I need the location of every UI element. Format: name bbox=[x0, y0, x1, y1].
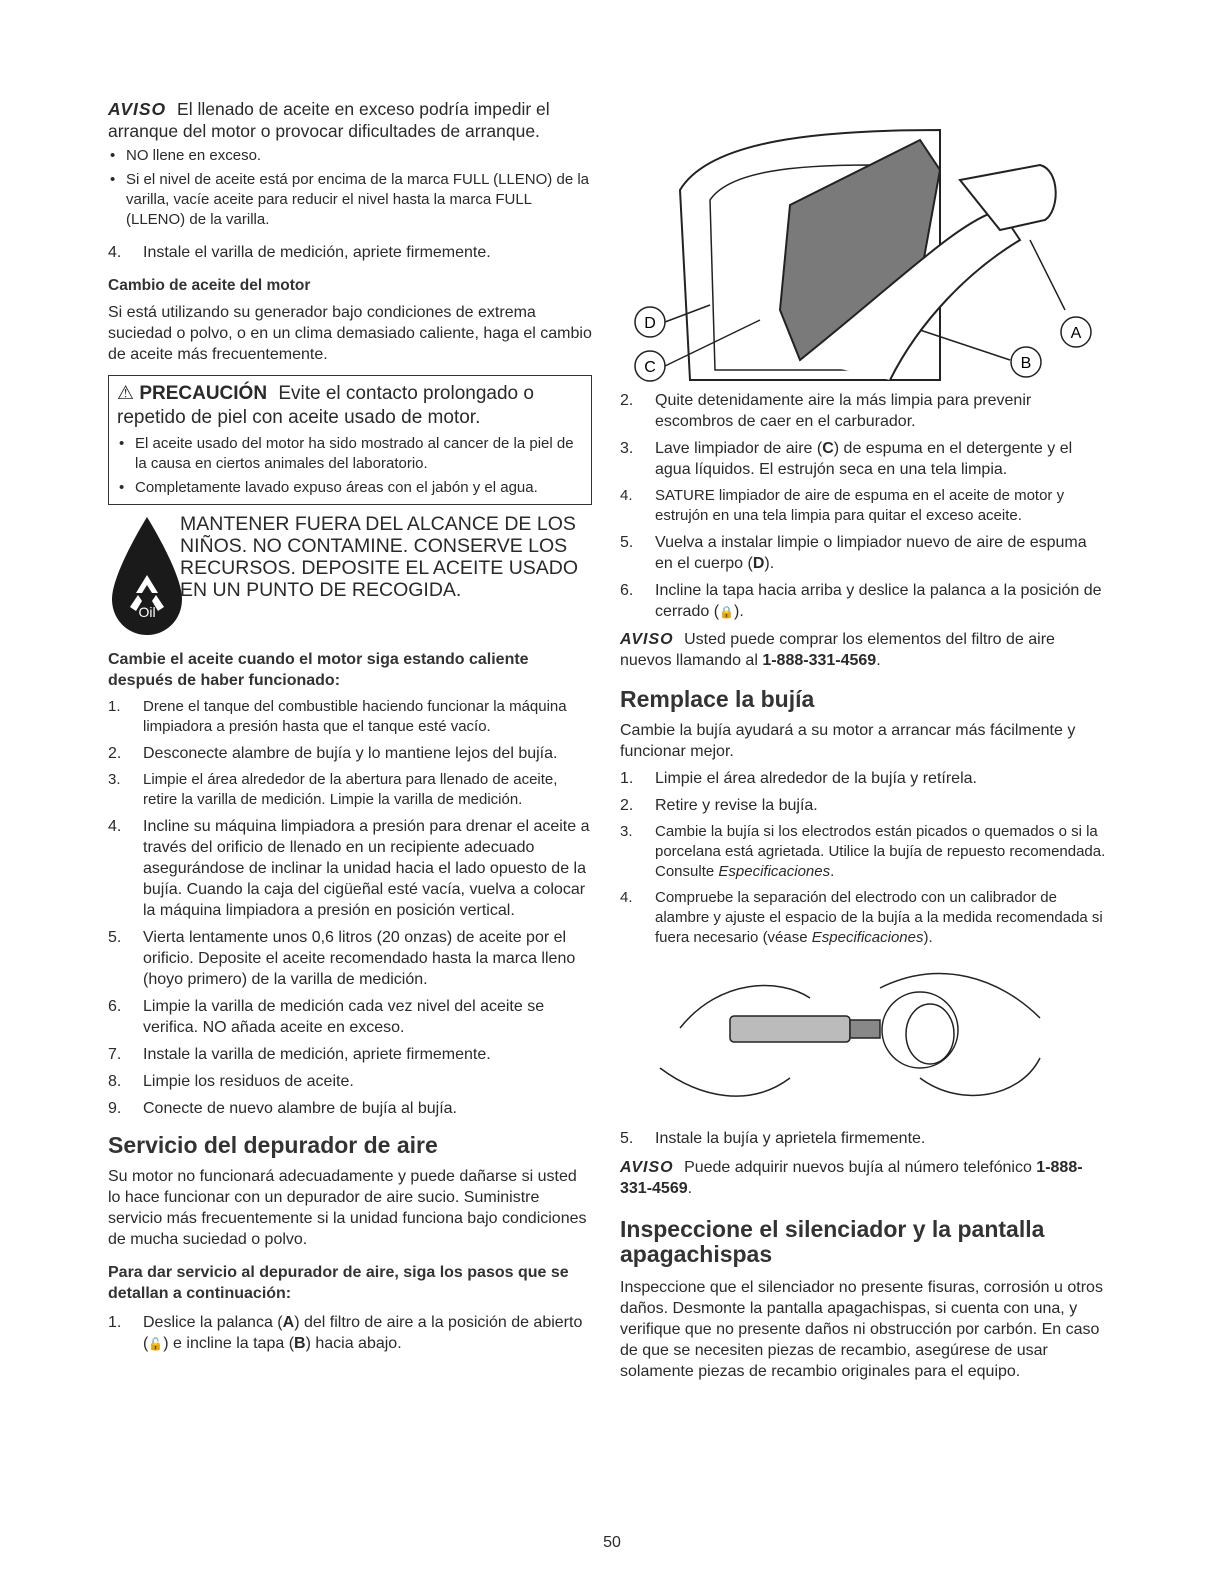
aviso-filter-purchase bbox=[620, 629, 1106, 671]
aviso-label: AVISO bbox=[620, 631, 674, 648]
step-number: 4. bbox=[620, 889, 633, 906]
hot-oil-heading: Cambie el aceite cuando el motor siga estando caliente después de haber funcionado: bbox=[108, 651, 529, 689]
step-item bbox=[620, 1128, 1106, 1149]
aviso-plug-purchase bbox=[620, 1157, 1106, 1199]
aviso-text: . bbox=[687, 1180, 693, 1197]
aviso-text: Usted puede comprar los elementos del filtro de aire nuevos llamando al bbox=[620, 631, 1055, 669]
spark-plug-intro: Cambie la bujía ayudará a su motor a arrancar más fácilmente y funcionar mejor. bbox=[620, 722, 1076, 760]
step-number: 1. bbox=[620, 770, 634, 787]
step-text: Limpie el área alrededor de la bujía y retírela. bbox=[655, 770, 977, 787]
step-item bbox=[108, 770, 592, 810]
step-text: ) e incline la tapa ( bbox=[163, 1335, 295, 1352]
step-item bbox=[620, 580, 1106, 623]
spec-ref: Especificaciones bbox=[718, 863, 831, 880]
step-item bbox=[108, 697, 592, 737]
step-text: Compruebe la separación del electrodo con un calibrador de alambre y ajuste el espacio de la bujía a la medida recomendada si fuera necesario (véase bbox=[655, 889, 1103, 946]
step-text: ) del filtro de aire a la posición de abierto ( bbox=[143, 1314, 583, 1352]
step-text: Incline su máquina limpiadora a presión para drenar el aceite a través del orificio de llenado en un recipiente adecuado asegurándose de inclinar la unidad hacia el lado opuesto de la bujía. Cuando la caja del cigüeñal esté vacía, vuelva a colocar la máquina limpiadora a presión en posición vertical. bbox=[143, 818, 590, 919]
spark-plug-body bbox=[730, 1016, 850, 1042]
step-text: Vuelva a instalar limpie o limpiador nuevo de aire de espuma en el cuerpo ( bbox=[655, 534, 1087, 572]
step-item bbox=[108, 816, 592, 921]
air-cleaner-intro: Su motor no funcionará adecuadamente y puede dañarse si usted lo hace funcionar con un depurador de aire sucio. Suministre servicio más frecuentemente si la unidad funciona bajo condiciones de mucha suciedad o polvo. bbox=[108, 1168, 587, 1248]
step-item bbox=[620, 532, 1106, 574]
callout-label: B bbox=[1020, 355, 1032, 372]
step-number: 5. bbox=[620, 534, 634, 551]
step-number: 4. bbox=[620, 487, 633, 504]
caution-box bbox=[108, 375, 592, 505]
aviso-label: AVISO bbox=[108, 99, 167, 119]
step-number: 8. bbox=[108, 1073, 122, 1090]
part-ref: B bbox=[294, 1335, 306, 1352]
spark-plug-illustration bbox=[620, 958, 1106, 1118]
callout-label: A bbox=[1070, 325, 1082, 342]
step-text: Limpie el área alrededor de la abertura para llenado de aceite, retire la varilla de medición. Limpie la varilla de medición. bbox=[143, 771, 558, 808]
step-text: ) hacia abajo. bbox=[305, 1335, 402, 1352]
step-item bbox=[620, 888, 1106, 948]
part-ref: C bbox=[822, 440, 834, 457]
step-item bbox=[108, 743, 592, 764]
recycle-notice bbox=[108, 511, 592, 641]
step-text: Drene el tanque del combustible haciendo funcionar la máquina limpiadora a presión hasta que el tanque esté vacío. bbox=[143, 698, 567, 735]
recycle-line: RECURSOS. DEPOSITE EL ACEITE USADO bbox=[180, 557, 579, 579]
aviso-text: El llenado de aceite en exceso podría impedir el arranque del motor o provocar dificultades de arranque. bbox=[108, 99, 550, 141]
step-item bbox=[108, 1071, 592, 1092]
callout-label: C bbox=[644, 359, 656, 376]
oil-change-intro: Si está utilizando su generador bajo condiciones de extrema suciedad o polvo, o en un clima demasiado caliente, haga el cambio de aceite más frecuentemente. bbox=[108, 304, 592, 363]
step-number: 4. bbox=[108, 244, 122, 261]
step-text: Vierta lentamente unos 0,6 litros (20 onzas) de aceite por el orificio. Deposite el aceite recomendado hasta la marca lleno (hoyo primero) de la varilla de medición. bbox=[143, 929, 576, 988]
step-text: Instale la varilla de medición, apriete firmemente. bbox=[143, 1046, 491, 1063]
step-text: ). bbox=[733, 603, 744, 620]
spark-plug-steps bbox=[620, 768, 1106, 948]
step-number: 1. bbox=[108, 1314, 122, 1331]
step-item bbox=[108, 927, 592, 990]
oil-label: Oil bbox=[138, 604, 156, 620]
part-ref: A bbox=[282, 1314, 295, 1331]
step-number: 5. bbox=[620, 1130, 634, 1147]
lock-icon: 🔒 bbox=[719, 605, 734, 619]
step-number: 3. bbox=[620, 440, 634, 457]
step-number: 7. bbox=[108, 1046, 122, 1063]
step-text: Lave limpiador de aire ( bbox=[655, 440, 823, 457]
step-item bbox=[620, 486, 1106, 526]
oil-drop-recycle-icon bbox=[108, 515, 186, 639]
step-text: Retire y revise la bujía. bbox=[655, 797, 818, 814]
step-text: ). bbox=[764, 555, 775, 572]
step-text: Limpie la varilla de medición cada vez nivel del aceite se verifica. NO añada aceite en exceso. bbox=[143, 998, 545, 1036]
step-item bbox=[108, 242, 592, 263]
phone-number: 1-888-331-4569 bbox=[620, 1159, 1083, 1197]
recycle-text bbox=[180, 513, 578, 601]
step-item bbox=[108, 996, 592, 1038]
air-cleaner-subheading: Para dar servicio al depurador de aire, siga los pasos que se detallan a continuación: bbox=[108, 1264, 569, 1302]
spec-ref: Especificaciones bbox=[811, 929, 924, 946]
step-text: Limpie los residuos de aceite. bbox=[143, 1073, 354, 1090]
spark-plug-heading: Remplace la bujía bbox=[620, 686, 815, 712]
air-filter-illustration bbox=[620, 110, 1106, 390]
muffler-heading: Inspeccione el silenciador y la pantalla apagachispas bbox=[620, 1216, 1045, 1267]
air-cleaner-heading: Servicio del depurador de aire bbox=[108, 1132, 438, 1158]
step-text: Incline la tapa hacia arriba y deslice la palanca a la posición de cerrado ( bbox=[655, 582, 1102, 620]
step-number: 4. bbox=[108, 818, 122, 835]
recycle-line: NIÑOS. NO CONTAMINE. CONSERVE LOS bbox=[180, 535, 568, 557]
step-number: 5. bbox=[108, 929, 122, 946]
caution-text: Evite el contacto prolongado o repetido de piel con aceite usado de motor. bbox=[117, 383, 534, 428]
step-text: Instale el varilla de medición, apriete firmemente. bbox=[143, 244, 491, 261]
step-item bbox=[620, 795, 1106, 816]
caution-bullet: • Completamente lavado expuso áreas con el jabón y el agua. bbox=[117, 478, 583, 498]
step-text: SATURE limpiador de aire de espuma en el aceite de motor y estrujón en una tela limpia para quitar el exceso aceite. bbox=[655, 487, 1065, 524]
oil-change-steps bbox=[108, 697, 592, 1119]
caution-bullet: • El aceite usado del motor ha sido mostrado al cancer de la piel de la causa en ciertos animales del laboratorio. bbox=[117, 434, 583, 474]
left-column bbox=[108, 98, 592, 1355]
right-column bbox=[620, 98, 1106, 1382]
step-number: 9. bbox=[108, 1100, 122, 1117]
step-number: 3. bbox=[108, 771, 121, 788]
aviso-text: . bbox=[876, 652, 881, 669]
oil-change-heading: Cambio de aceite del motor bbox=[108, 277, 311, 294]
part-ref: D bbox=[752, 555, 765, 572]
aviso-label: AVISO bbox=[620, 1159, 674, 1176]
step-text: Quite detenidamente aire la más limpia para prevenir escombros de caer en el carburador. bbox=[655, 392, 1032, 430]
step-item bbox=[620, 822, 1106, 882]
step-text: ). bbox=[923, 929, 933, 946]
step-item bbox=[620, 438, 1106, 480]
callout-label: D bbox=[644, 315, 656, 332]
step-text: Deslice la palanca ( bbox=[143, 1314, 283, 1331]
phone-number: 1-888-331-4569 bbox=[762, 652, 877, 669]
caution-header bbox=[117, 382, 583, 430]
muffler-text: Inspeccione que el silenciador no presente fisuras, corrosión u otros daños. Desmonte la pantalla apagachispas, si cuenta con una, y verifique que no presente daños ni obstrucción por carbón. En caso de que se necesiten piezas de recambio, asegúrese de usar solamente piezas de recambio originales para el equipo. bbox=[620, 1279, 1103, 1380]
step-number: 3. bbox=[620, 823, 633, 840]
step-item bbox=[108, 1044, 592, 1065]
step-item bbox=[108, 1312, 592, 1355]
warning-triangle-icon: ⚠ bbox=[117, 383, 135, 404]
air-cleaner-steps bbox=[620, 390, 1106, 623]
recycle-line: MANTENER FUERA DEL ALCANCE DE LOS bbox=[180, 513, 576, 535]
caution-label: PRECAUCIÓN bbox=[139, 383, 268, 404]
aviso-text: Puede adquirir nuevos bujía al número telefónico bbox=[684, 1159, 1032, 1176]
step-number: 2. bbox=[620, 797, 634, 814]
step-number: 1. bbox=[108, 698, 121, 715]
recycle-line: EN UN PUNTO DE RECOGIDA. bbox=[180, 579, 462, 601]
step-item bbox=[108, 1098, 592, 1119]
page-number: 50 bbox=[603, 1534, 621, 1551]
aviso-bullet: • Si el nivel de aceite está por encima de la marca FULL (LLENO) de la varilla, vacíe aceite para reducir el nivel hasta la marca FULL (LLENO) de la varilla. bbox=[108, 170, 592, 230]
step-number: 6. bbox=[108, 998, 122, 1015]
aviso-bullet: • NO llene en exceso. bbox=[108, 146, 592, 166]
step-text: ) de espuma en el detergente y el agua líquidos. El estrujón seca en una tela limpia. bbox=[655, 440, 1073, 478]
step-item bbox=[620, 390, 1106, 432]
step-number: 2. bbox=[108, 745, 122, 762]
step-text: Desconecte alambre de bujía y lo mantiene lejos del bujía. bbox=[143, 745, 558, 762]
step-number: 6. bbox=[620, 582, 634, 599]
step-text: Conecte de nuevo alambre de bujía al bujía. bbox=[143, 1100, 457, 1117]
step-text: Cambie la bujía si los electrodos están picados o quemados o si la porcelana está agrietada. Utilice la bujía de repuesto recomendada. Consulte bbox=[655, 823, 1106, 880]
aviso-oil-overfill bbox=[108, 98, 592, 142]
step-text: . bbox=[830, 863, 835, 880]
unlock-icon: 🔓 bbox=[148, 1337, 164, 1351]
step-item bbox=[620, 768, 1106, 789]
step-number: 2. bbox=[620, 392, 634, 409]
step-text: Instale la bujía y aprietela firmemente. bbox=[655, 1130, 926, 1147]
